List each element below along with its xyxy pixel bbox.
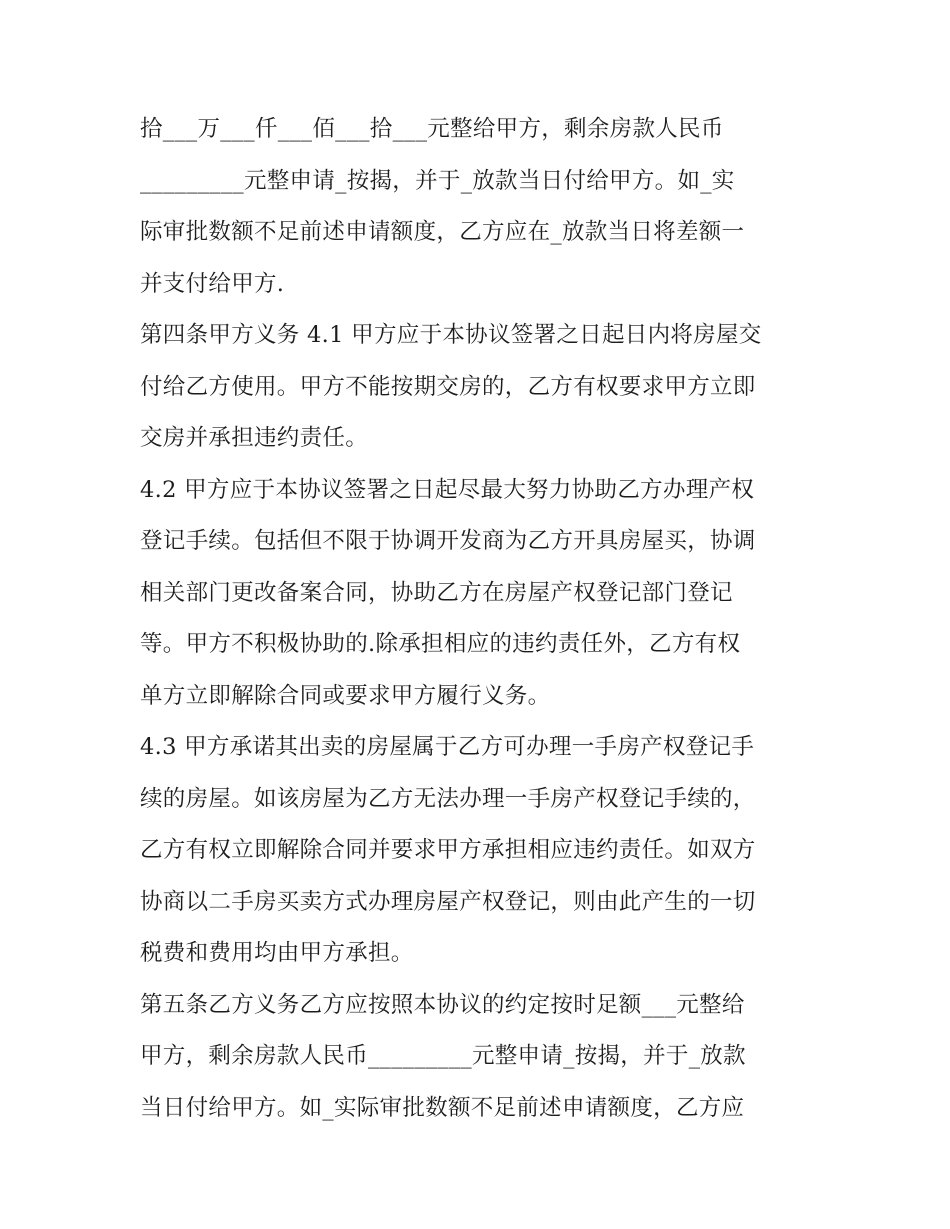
- document-body: [140, 104, 816, 1134]
- text-line: 单方立即解除合同或要求甲方履行义务。: [140, 682, 551, 709]
- text-line: 际审批数额不足前述申请额度，乙方应在_放款当日将差额一: [140, 219, 745, 245]
- text-line: 并支付给甲方.: [140, 270, 285, 297]
- text-line: 第四条甲方义务 4.1 甲方应于本协议签署之日起日内将房屋交: [140, 322, 762, 348]
- text-line: 甲方，剩余房款人民币_________元整申请_按揭，并于_放款: [140, 1043, 746, 1069]
- text-line: 登记手续。包括但不限于协调开发商为乙方开具房屋买，协调: [140, 528, 756, 554]
- text-line: 相关部门更改备案合同，协助乙方在房屋产权登记部门登记: [140, 579, 733, 606]
- text-line: 税费和费用均由甲方承担。: [140, 940, 414, 966]
- text-line: 协商以二手房买卖方式办理房屋产权登记，则由此产生的一切: [140, 888, 756, 915]
- text-line: 续的房屋。如该房屋为乙方无法办理一手房产权登记手续的，: [140, 785, 756, 812]
- text-line: 拾___万___仟___佰___拾___元整给甲方，剩余房款人民币: [140, 116, 724, 142]
- text-line: 当日付给甲方。如_实际审批数额不足前述申请额度，乙方应: [140, 1094, 745, 1121]
- text-line: 4.3 甲方承诺其出卖的房屋属于乙方可办理一手房产权登记手: [140, 734, 755, 760]
- text-line: 付给乙方使用。甲方不能按期交房的，乙方有权要求甲方立即: [140, 373, 756, 400]
- text-line: 交房并承担违约责任。: [140, 425, 369, 451]
- text-line: _________元整申请_按揭，并于_放款当日付给甲方。如_实: [140, 167, 735, 194]
- text-line: 4.2 甲方应于本协议签署之日起尽最大努力协助乙方办理产权: [140, 476, 755, 503]
- text-line: 乙方有权立即解除合同并要求甲方承担相应违约责任。如双方: [140, 837, 756, 863]
- text-line: 第五条乙方义务乙方应按照本协议的约定按时足额___元整给: [140, 991, 745, 1018]
- text-line: 等。甲方不积极协助的.除承担相应的违约责任外，乙方有权: [140, 631, 741, 657]
